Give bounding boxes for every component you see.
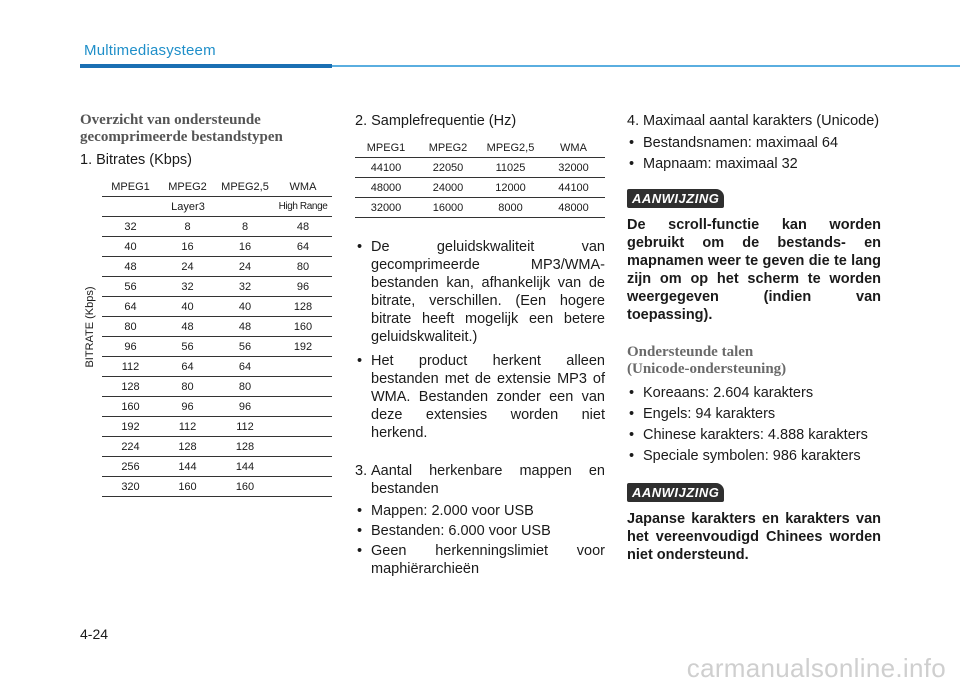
table-cell: 48 xyxy=(159,317,216,337)
list-item: • De geluidskwaliteit van gecomprimeerde MP3/WMA-bestanden kan, afhankelijk van de bitrate, verschillen. (Een hogere bitrate heeft mogelijk een betere geluidskwaliteit.) xyxy=(355,238,605,346)
table-cell: 128 xyxy=(102,377,159,397)
table-cell: 160 xyxy=(159,477,216,497)
table-cell: 40 xyxy=(216,297,274,317)
sample-rate-subtitle: 2. Samplefrequentie (Hz) xyxy=(355,113,517,129)
sample-rate-table xyxy=(355,138,605,218)
table-row xyxy=(102,417,332,437)
table-cell: 8 xyxy=(216,217,274,237)
item-number: 3. xyxy=(355,463,368,479)
table-row xyxy=(102,437,332,457)
heading-line: Ondersteunde talen xyxy=(627,344,754,360)
range-subheader: High Range xyxy=(274,197,332,217)
column-3 xyxy=(627,112,881,564)
table-cell: 80 xyxy=(274,257,332,277)
table-cell: 128 xyxy=(274,297,332,317)
table-cell: 64 xyxy=(102,297,159,317)
watermark: carmanualsonline.info xyxy=(686,653,946,683)
note-label: AANWIJZING xyxy=(627,189,724,208)
quality-notes xyxy=(355,238,605,442)
table-cell: 320 xyxy=(102,477,159,497)
table-row xyxy=(102,397,332,417)
table-row xyxy=(102,317,332,337)
list-item: • Het product herkent alleen bestanden met de extensie MP3 of WMA. Bestanden zonder een van deze extensies worden niet herkend. xyxy=(355,352,605,442)
list-item: • Chinese karakters: 4.888 karakters xyxy=(627,426,881,444)
table-row xyxy=(102,477,332,497)
table-header: WMA xyxy=(274,177,332,197)
table-cell: 112 xyxy=(216,417,274,437)
item-text: Aantal herkenbare mappen en bestanden xyxy=(371,463,605,497)
table-row xyxy=(102,457,332,477)
table-cell: 80 xyxy=(159,377,216,397)
table-row xyxy=(102,257,332,277)
table-cell: 144 xyxy=(159,457,216,477)
table-cell: 32 xyxy=(216,277,274,297)
table-cell: 40 xyxy=(159,297,216,317)
table-cell: 48 xyxy=(216,317,274,337)
table-cell: 160 xyxy=(216,477,274,497)
table-cell: 16000 xyxy=(417,198,479,218)
heading-line: (Unicode-ondersteuning) xyxy=(627,361,787,377)
table-cell: 24000 xyxy=(417,178,479,198)
list-item: • Bestanden: 6.000 voor USB xyxy=(355,522,605,540)
layer-subheader: Layer3 xyxy=(102,197,274,217)
table-cell: 128 xyxy=(216,437,274,457)
table-cell: 144 xyxy=(216,457,274,477)
table-cell: 11025 xyxy=(479,158,542,178)
table-cell: 40 xyxy=(102,237,159,257)
list-item: • Engels: 94 karakters xyxy=(627,405,881,423)
table-row xyxy=(102,337,332,357)
table-row xyxy=(355,198,605,218)
table-cell: 64 xyxy=(274,237,332,257)
table-cell xyxy=(274,417,332,437)
note-1 xyxy=(627,189,881,324)
table-cell: 8000 xyxy=(479,198,542,218)
table-row xyxy=(102,277,332,297)
table-cell xyxy=(274,477,332,497)
table-row xyxy=(355,178,605,198)
table-cell: 24 xyxy=(216,257,274,277)
table-cell: 44100 xyxy=(542,178,605,198)
list-item: • Mappen: 2.000 voor USB xyxy=(355,502,605,520)
table-header: MPEG1 xyxy=(355,138,417,158)
section-title: Multimediasysteem xyxy=(84,42,216,59)
numbered-item-4 xyxy=(627,112,881,130)
table-cell: 128 xyxy=(159,437,216,457)
table-cell: 22050 xyxy=(417,158,479,178)
table-cell: 16 xyxy=(216,237,274,257)
table-cell: 80 xyxy=(102,317,159,337)
bitrate-table xyxy=(102,177,332,497)
table-cell: 224 xyxy=(102,437,159,457)
table-cell: 32 xyxy=(102,217,159,237)
character-limits xyxy=(627,134,881,173)
table-cell: 44100 xyxy=(355,158,417,178)
list-item: • Speciale symbolen: 986 karakters xyxy=(627,447,881,465)
table-row xyxy=(102,237,332,257)
table-cell: 160 xyxy=(102,397,159,417)
table-cell: 16 xyxy=(159,237,216,257)
table-header: MPEG2,5 xyxy=(216,177,274,197)
table-header: WMA xyxy=(542,138,605,158)
header-bar xyxy=(80,64,332,68)
language-list xyxy=(627,384,881,465)
list-item: • Geen herkenningslimiet voor maphiërarchieën xyxy=(355,542,605,578)
table-cell: 56 xyxy=(102,277,159,297)
table-cell: 48000 xyxy=(355,178,417,198)
column-2 xyxy=(355,112,605,578)
table-cell xyxy=(274,377,332,397)
table-cell: 192 xyxy=(102,417,159,437)
table-cell xyxy=(274,437,332,457)
table-cell: 64 xyxy=(159,357,216,377)
list-item: • Bestandsnamen: maximaal 64 xyxy=(627,134,881,152)
item-number: 4. xyxy=(627,113,640,129)
table-row xyxy=(355,158,605,178)
header-rule xyxy=(332,65,960,67)
numbered-item-3 xyxy=(355,462,605,498)
table-cell: 96 xyxy=(274,277,332,297)
table-cell: 160 xyxy=(274,317,332,337)
table-row xyxy=(102,357,332,377)
table-cell: 48 xyxy=(102,257,159,277)
table-header: MPEG2,5 xyxy=(479,138,542,158)
table-cell: 24 xyxy=(159,257,216,277)
page-number: 4-24 xyxy=(80,626,109,642)
table-cell: 56 xyxy=(216,337,274,357)
list-item: • Mapnaam: maximaal 32 xyxy=(627,155,881,173)
table-header: MPEG1 xyxy=(102,177,159,197)
table-cell: 80 xyxy=(216,377,274,397)
heading-line: gecomprimeerde bestandstypen xyxy=(80,129,283,145)
bitrate-axis-label: BITRATE (Kbps) xyxy=(84,286,96,368)
table-cell: 192 xyxy=(274,337,332,357)
bitrate-table-wrap xyxy=(80,177,332,497)
bitrates-subtitle: 1. Bitrates (Kbps) xyxy=(80,152,193,168)
table-cell xyxy=(274,457,332,477)
table-cell: 56 xyxy=(159,337,216,357)
table-cell: 96 xyxy=(216,397,274,417)
note-text: Japanse karakters en karakters van het vereenvoudigd Chinees worden niet ondersteund. xyxy=(627,511,881,563)
table-cell: 32000 xyxy=(542,158,605,178)
table-header: MPEG2 xyxy=(417,138,479,158)
table-cell: 32000 xyxy=(355,198,417,218)
table-cell: 12000 xyxy=(479,178,542,198)
table-cell: 96 xyxy=(159,397,216,417)
table-header: MPEG2 xyxy=(159,177,216,197)
side-label-wrap xyxy=(80,177,100,491)
note-label: AANWIJZING xyxy=(627,483,724,502)
heading-supported-types xyxy=(80,112,332,146)
item-text: Maximaal aantal karakters (Unicode) xyxy=(643,113,880,129)
table-cell: 48 xyxy=(274,217,332,237)
table-cell: 112 xyxy=(159,417,216,437)
table-row xyxy=(102,297,332,317)
heading-languages xyxy=(627,344,881,378)
table-row xyxy=(102,377,332,397)
list-item: • Koreaans: 2.604 karakters xyxy=(627,384,881,402)
table-row xyxy=(102,217,332,237)
table-cell: 96 xyxy=(102,337,159,357)
table-cell xyxy=(274,357,332,377)
table-cell: 32 xyxy=(159,277,216,297)
table-cell: 64 xyxy=(216,357,274,377)
column-1 xyxy=(80,112,332,497)
note-2 xyxy=(627,483,881,564)
table-cell xyxy=(274,397,332,417)
table-cell: 256 xyxy=(102,457,159,477)
table-cell: 8 xyxy=(159,217,216,237)
folder-file-limits xyxy=(355,502,605,578)
table-cell: 48000 xyxy=(542,198,605,218)
note-text: De scroll-functie kan worden gebruikt om de bestands- en mapnamen weer te geven die te lang zijn om op het scherm te worden weergegeven (indien van toepassing). xyxy=(627,217,881,323)
heading-line: Overzicht van ondersteunde xyxy=(80,112,261,128)
table-cell: 112 xyxy=(102,357,159,377)
